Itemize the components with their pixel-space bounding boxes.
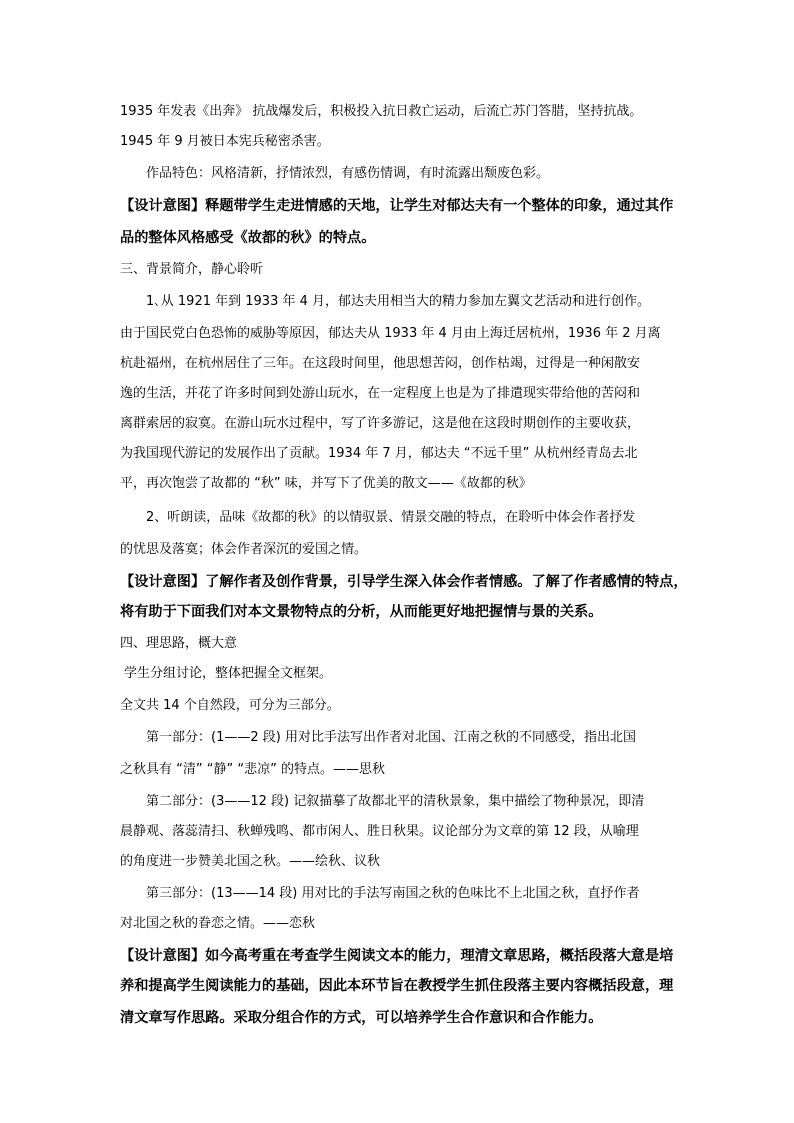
design-intent-paragraph: 将有助于下面我们对本文景物特点的分析，从而能更好地把握情与景的关系。 (120, 604, 603, 620)
design-intent-paragraph: 【设计意图】如今高考重在考查学生阅读文本的能力，理清文章思路，概括段落大意是培 (120, 948, 674, 964)
text-line: 全文共 14 个自然段，可分为三部分。 (120, 698, 340, 713)
text-line: 第三部分：(13——14 段) 用对比的手法写南国之秋的色味比不上北国之秋，直抒作者 (146, 886, 640, 901)
text-line: 离群索居的寂寞。在游山玩水过程中，写了许多游记，这是他在这段时期创作的主要收获， (120, 416, 641, 431)
text-line: 逸的生活，并花了许多时间到处游山玩水，在一定程度上也是为了排遣现实带给他的苦闷和 (120, 386, 641, 401)
text-line: 1､从 1921 年到 1933 年 4 月，郁达夫用相当大的精力参加左翼文艺活动和进行创作。 (146, 294, 651, 309)
text-line: 学生分组讨论，整体把握全文框架。 (124, 666, 333, 681)
text-line: 第一部分：(1——2 段) 用对比手法写出作者对北国、江南之秋的不同感受，指出北国 (146, 730, 636, 745)
design-intent-paragraph: 品的整体风格感受《故都的秋》的特点。 (120, 230, 376, 246)
text-line: 对北国之秋的眷恋之情。——恋秋 (120, 916, 316, 931)
text-line: 1945 年 9 月被日本宪兵秘密杀害。 (120, 134, 330, 149)
design-intent-paragraph: 【设计意图】释题带学生走进情感的天地，让学生对郁达夫有一个整体的印象，通过其作 (120, 198, 674, 214)
text-line: 平，再次饱尝了故都的 “秋” 味，并写下了优美的散文——《故都的秋》 (120, 476, 532, 491)
section-heading: 三、背景简介，静心聆听 (120, 262, 264, 277)
text-line: 由于国民党白色恐怖的威胁等原因，郁达夫从 1933 年 4 月由上海迁居杭州，1936 年 2 月离 (120, 326, 661, 341)
design-intent-paragraph: 养和提高学生阅读能力的基础，因此本环节旨在教授学生抓住段落主要内容概括段意，理 (120, 978, 674, 994)
text-line: 第二部分：(3——12 段) 记叙描摹了故都北平的清秋景象，集中描绘了物种景况，即清 (146, 794, 645, 809)
text-line: 的忧思及落寞；体会作者深沉的爱国之情。 (120, 542, 368, 557)
text-line: 为我国现代游记的发展作出了贡献。1934 年 7 月，郁达夫 “不远千里” 从杭州经青岛去北 (120, 446, 638, 461)
design-intent-paragraph: 【设计意图】了解作者及创作背景，引导学生深入体会作者情感。了解了作者感情的特点， (120, 574, 688, 590)
text-line: 杭赴福州，在杭州居住了三年。在这段时间里，他思想苦闷，创作枯竭，过得是一种闲散安 (120, 356, 641, 371)
text-line: 的角度进一步赞美北国之秋。——绘秋、议秋 (120, 854, 381, 869)
design-intent-paragraph: 清文章写作思路。采取分组合作的方式，可以培养学生合作意识和合作能力。 (120, 1010, 603, 1026)
text-line: 之秋具有 “清” “静” “悲凉” 的特点。——思秋 (120, 762, 385, 777)
text-line: 1935 年发表《出奔》 抗战爆发后，积极投入抗日救亡运动，后流亡苏门答腊，坚持抗战。 (120, 104, 643, 119)
section-heading: 四、理思路，概大意 (120, 636, 238, 651)
text-line: 晨静观、落蕊清扫、秋蝉残鸣、都市闲人、胜日秋果。议论部分为文章的第 12 段，从喻理 (120, 824, 639, 839)
text-line: 2、听朗读，品味《故都的秋》的以情驭景、情景交融的特点，在聆听中体会作者抒发 (146, 510, 636, 525)
text-line: 作品特色：风格清新，抒情浓烈，有感伤情调，有时流露出颓废色彩。 (146, 166, 550, 181)
